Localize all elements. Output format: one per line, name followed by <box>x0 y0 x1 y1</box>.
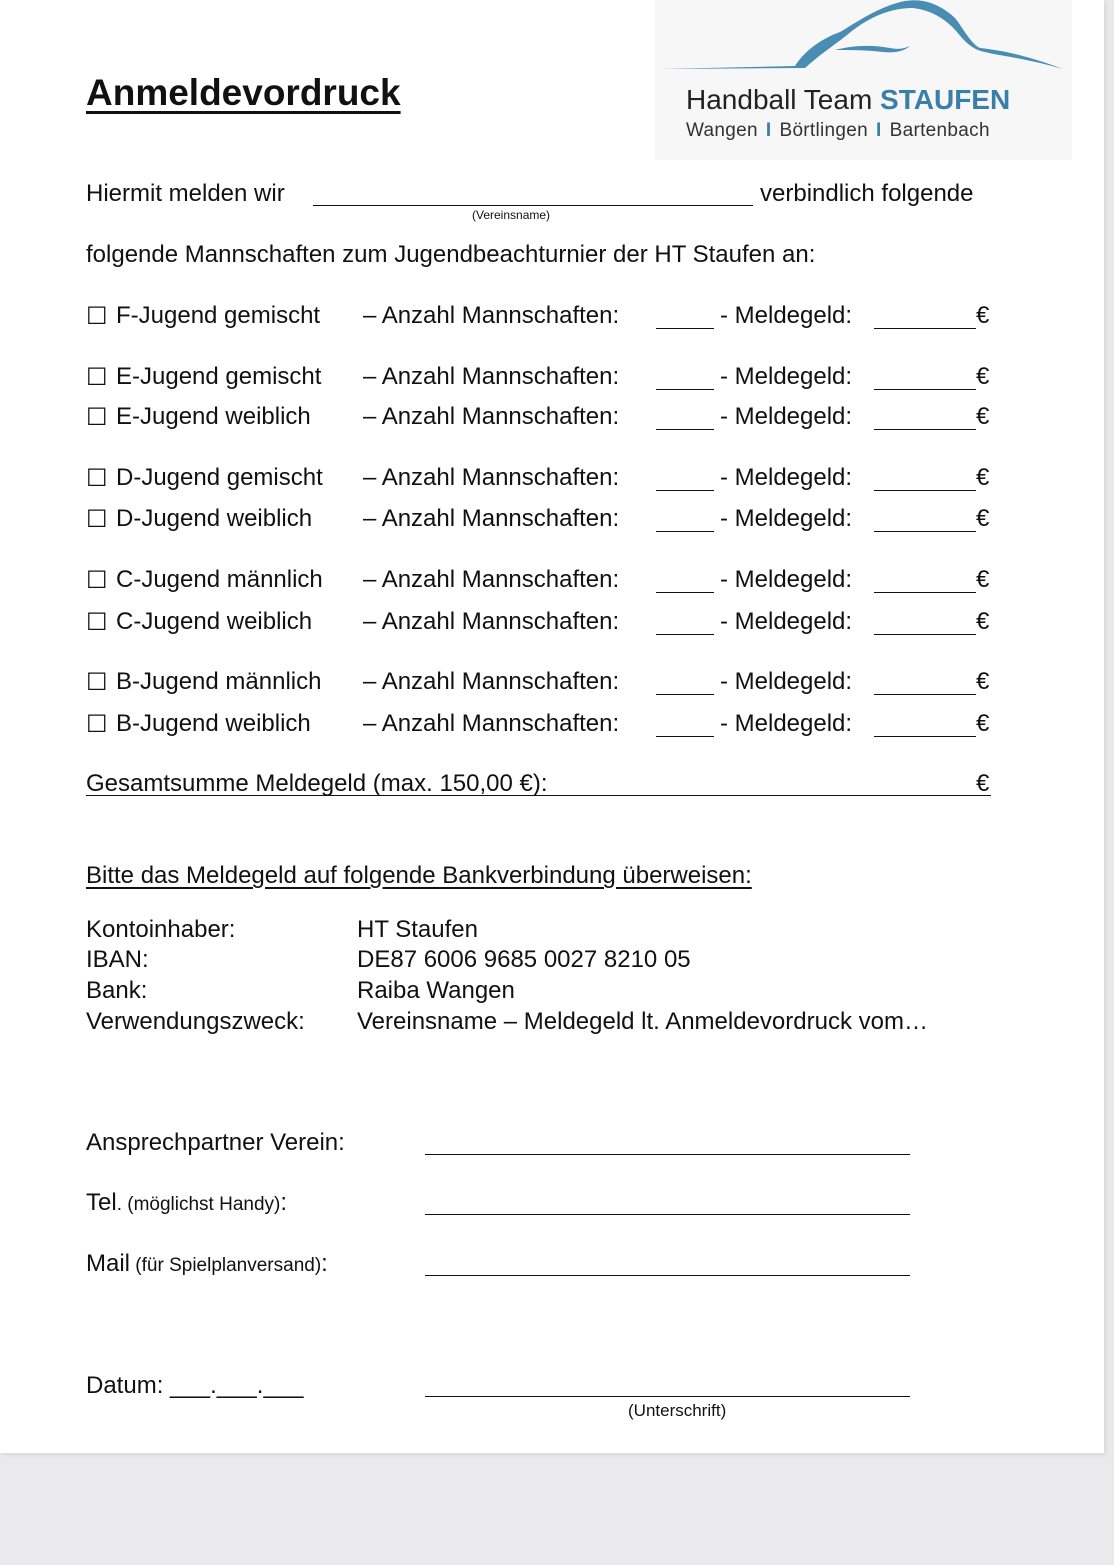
fee-label: - Meldegeld: <box>720 464 853 491</box>
fee-label: - Meldegeld: <box>720 302 853 329</box>
currency-symbol: € <box>976 403 990 430</box>
checkbox[interactable]: ☐ <box>86 364 108 391</box>
fee-field[interactable] <box>874 328 976 329</box>
fee-field[interactable] <box>874 531 976 532</box>
category-label: D-Jugend weiblich <box>116 505 313 532</box>
intro-line1-start: Hiermit melden wir <box>86 180 285 207</box>
club-name-field[interactable] <box>313 205 753 206</box>
currency-symbol: € <box>976 363 990 390</box>
category-label: C-Jugend weiblich <box>116 608 313 635</box>
logo-name: Handball Team STAUFEN <box>686 84 1011 115</box>
count-field[interactable] <box>656 389 714 390</box>
count-label: – Anzahl Mannschaften: <box>363 363 620 390</box>
checkbox[interactable]: ☐ <box>86 609 108 636</box>
contact-tel-field[interactable] <box>425 1214 910 1215</box>
bank-value-holder: HT Staufen <box>357 916 478 943</box>
contact-mail-field[interactable] <box>425 1275 910 1276</box>
count-field[interactable] <box>656 490 714 491</box>
fee-field[interactable] <box>874 429 976 430</box>
fee-label: - Meldegeld: <box>720 710 853 737</box>
fee-field[interactable] <box>874 736 976 737</box>
bank-label-purpose: Verwendungszweck: <box>86 1008 305 1035</box>
logo-towns: Wangen I Börtlingen I Bartenbach <box>686 120 990 141</box>
fee-label: - Meldegeld: <box>720 363 853 390</box>
currency-symbol: € <box>976 668 990 695</box>
total-currency: € <box>976 770 990 797</box>
category-label: B-Jugend männlich <box>116 668 322 695</box>
intro-line1-end: verbindlich folgende <box>760 180 974 207</box>
count-field[interactable] <box>656 429 714 430</box>
count-label: – Anzahl Mannschaften: <box>363 403 620 430</box>
count-field[interactable] <box>656 634 714 635</box>
intro-line2: folgende Mannschaften zum Jugendbeachturnier der HT Staufen an: <box>86 241 816 268</box>
checkbox[interactable]: ☐ <box>86 711 108 738</box>
registration-row-b-maennlich <box>86 668 996 698</box>
mountain-logo-icon <box>655 0 1072 80</box>
fee-label: - Meldegeld: <box>720 668 853 695</box>
checkbox[interactable]: ☐ <box>86 567 108 594</box>
bank-heading: Bitte das Meldegeld auf folgende Bankverbindung überweisen: <box>86 862 752 889</box>
category-label: D-Jugend gemischt <box>116 464 323 491</box>
currency-symbol: € <box>976 608 990 635</box>
count-field[interactable] <box>656 592 714 593</box>
count-field[interactable] <box>656 328 714 329</box>
bank-label-iban: IBAN: <box>86 946 149 973</box>
contact-mail-label: Mail (für Spielplanversand): <box>86 1250 328 1277</box>
date-field[interactable]: Datum: ___.___.___ <box>86 1372 304 1399</box>
count-label: – Anzahl Mannschaften: <box>363 668 620 695</box>
total-line[interactable] <box>86 795 991 796</box>
bank-value-iban: DE87 6006 9685 0027 8210 05 <box>357 946 691 973</box>
checkbox[interactable]: ☐ <box>86 465 108 492</box>
registration-row-c-weiblich <box>86 608 996 638</box>
category-label: C-Jugend männlich <box>116 566 323 593</box>
bank-value-purpose: Vereinsname – Meldegeld lt. Anmeldevordruck vom… <box>357 1008 928 1035</box>
count-label: – Anzahl Mannschaften: <box>363 505 620 532</box>
registration-row-e-weiblich <box>86 403 996 433</box>
currency-symbol: € <box>976 710 990 737</box>
club-name-caption: (Vereinsname) <box>472 208 551 222</box>
fee-label: - Meldegeld: <box>720 505 853 532</box>
signature-field[interactable] <box>425 1396 910 1397</box>
currency-symbol: € <box>976 464 990 491</box>
fee-field[interactable] <box>874 490 976 491</box>
fee-field[interactable] <box>874 694 976 695</box>
fee-label: - Meldegeld: <box>720 403 853 430</box>
currency-symbol: € <box>976 302 990 329</box>
checkbox[interactable]: ☐ <box>86 506 108 533</box>
fee-label: - Meldegeld: <box>720 608 853 635</box>
contact-tel-label: Tel. (möglichst Handy): <box>86 1189 288 1216</box>
category-label: E-Jugend gemischt <box>116 363 322 390</box>
category-label: B-Jugend weiblich <box>116 710 311 737</box>
count-field[interactable] <box>656 694 714 695</box>
currency-symbol: € <box>976 566 990 593</box>
fee-field[interactable] <box>874 634 976 635</box>
count-label: – Anzahl Mannschaften: <box>363 566 620 593</box>
count-field[interactable] <box>656 736 714 737</box>
fee-label: - Meldegeld: <box>720 566 853 593</box>
contact-person-field[interactable] <box>425 1154 910 1155</box>
bank-value-bank: Raiba Wangen <box>357 977 515 1004</box>
checkbox[interactable]: ☐ <box>86 669 108 696</box>
bank-label-bank: Bank: <box>86 977 148 1004</box>
count-label: – Anzahl Mannschaften: <box>363 302 620 329</box>
registration-row-c-maennlich <box>86 566 996 596</box>
club-logo <box>655 0 1072 160</box>
count-field[interactable] <box>656 531 714 532</box>
checkbox[interactable]: ☐ <box>86 404 108 431</box>
checkbox[interactable]: ☐ <box>86 303 108 330</box>
registration-row-d-weiblich <box>86 505 996 535</box>
category-label: F-Jugend gemischt <box>116 302 321 329</box>
registration-row-e-gemischt <box>86 363 996 393</box>
currency-symbol: € <box>976 505 990 532</box>
category-label: E-Jugend weiblich <box>116 403 311 430</box>
registration-row-b-weiblich <box>86 710 996 740</box>
signature-caption: (Unterschrift) <box>628 1401 727 1420</box>
registration-row-d-gemischt <box>86 464 996 494</box>
page-title: Anmeldevordruck <box>86 72 401 113</box>
count-label: – Anzahl Mannschaften: <box>363 608 620 635</box>
bank-label-holder: Kontoinhaber: <box>86 916 236 943</box>
count-label: – Anzahl Mannschaften: <box>363 710 620 737</box>
fee-field[interactable] <box>874 592 976 593</box>
fee-field[interactable] <box>874 389 976 390</box>
registration-row-f-gemischt <box>86 302 996 332</box>
total-label: Gesamtsumme Meldegeld (max. 150,00 €): <box>86 770 548 797</box>
contact-person-label: Ansprechpartner Verein: <box>86 1129 345 1156</box>
count-label: – Anzahl Mannschaften: <box>363 464 620 491</box>
